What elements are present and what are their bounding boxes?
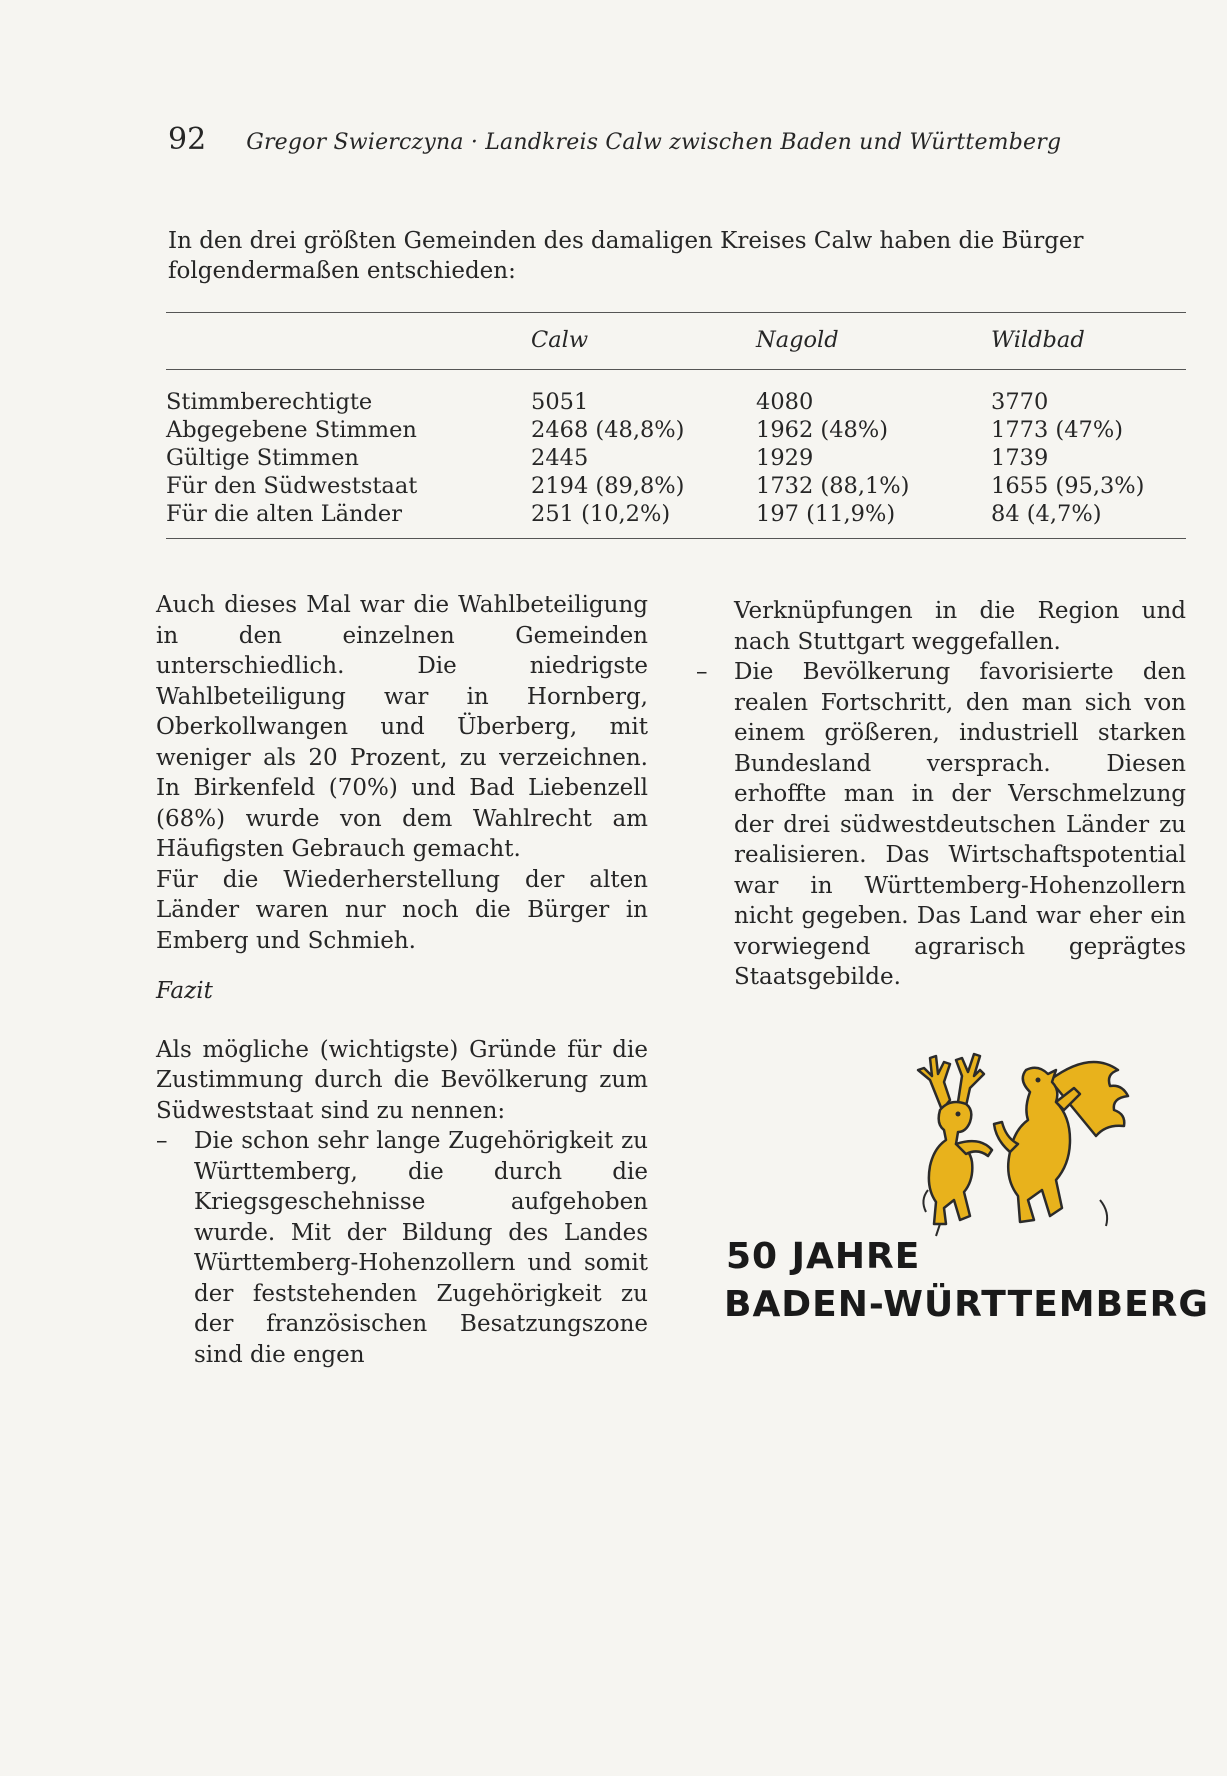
table-row [166, 416, 1186, 444]
right-column [696, 596, 1186, 993]
anniversary-logo [720, 1040, 1209, 1340]
cell-nagold: 1962 (48%) [756, 417, 888, 443]
row-label: Für die alten Länder [166, 501, 403, 527]
row-label: Gültige Stimmen [166, 445, 359, 471]
cell-wildbad: 1739 [991, 445, 1049, 471]
body-paragraph: Auch dieses Mal war die Wahlbeteiligung in den einzelnen Gemeinden unterschiedlich. Die niedrigste Wahlbeteiligung war in Hornberg, Oberkollwangen und Überberg, mit weniger als 20 Prozent, zu verzeichnen. In Birkenfeld (70%) und Bad Liebenzell (68%) wurde von dem Wahlrecht am Häufigsten Gebrauch gemacht. [156, 592, 648, 862]
list-item-text: Die schon sehr lange Zugehörigkeit zu Württemberg, die durch die Kriegsgeschehnisse aufgehoben wurde. Mit der Bildung des Landes Württemberg-Hohenzollern und somit der feststehenden Zugehörigkeit zu der französischen Besatzungszone sind die engen [194, 1128, 648, 1368]
intro-paragraph: In den drei größten Gemeinden des damaligen Kreises Calw haben die Bürger folgendermaßen entschieden: [168, 228, 1084, 284]
header-cell-wildbad: Wildbad [991, 327, 1085, 353]
cell-wildbad: 1773 (47%) [991, 417, 1123, 443]
body-paragraph-continuation: Verknüpfungen in die Region und nach Stuttgart weggefallen. [734, 598, 1186, 655]
dash-bullet: – [696, 659, 708, 685]
table-row [166, 472, 1186, 500]
cell-nagold: 1732 (88,1%) [756, 473, 910, 499]
cell-nagold: 1929 [756, 445, 814, 471]
left-column [156, 590, 648, 1370]
cell-nagold: 4080 [756, 389, 814, 415]
page-number: 92 [168, 122, 207, 157]
row-label: Stimmberechtigte [166, 389, 373, 415]
cell-calw: 2468 (48,8%) [531, 417, 685, 443]
running-title: Gregor Swierczyna · Landkreis Calw zwischen Baden und Württemberg [246, 130, 1062, 155]
table-header-row [166, 313, 1186, 370]
table-row [166, 444, 1186, 472]
header-cell-nagold: Nagold [756, 327, 839, 353]
cell-wildbad: 3770 [991, 389, 1049, 415]
section-heading-fazit: Fazit [156, 978, 213, 1004]
list-item [696, 657, 1186, 993]
dash-bullet: – [156, 1128, 168, 1154]
header-cell-calw: Calw [531, 327, 589, 353]
list-item-text: Die Bevölkerung favorisierte den realen Fortschritt, den man sich von einem größeren, industriell starken Bundesland versprach. Diesen erhoffte man in der Verschmelzung der drei südwestdeutschen Länder zu realisieren. Das Wirtschaftspotential war in Württemberg-Hohenzollern nicht gegeben. Das Land war eher ein vorwiegend agrarisch geprägtes Staatsgebilde. [734, 659, 1186, 990]
row-label: Für den Südweststaat [166, 473, 418, 499]
reasons-list-continued [696, 657, 1186, 993]
cell-wildbad: 84 (4,7%) [991, 501, 1102, 527]
stag-griffin-emblem-icon [900, 1040, 1160, 1240]
reasons-list [156, 1126, 648, 1370]
body-paragraph: Als mögliche (wichtigste) Gründe für die Zustimmung durch die Bevölkerung zum Südweststaat sind zu nennen: [156, 1036, 648, 1124]
logo-text-line2: BADEN-WÜRTTEMBERG [724, 1284, 1209, 1325]
page-header [168, 122, 1061, 157]
table-row [166, 370, 1186, 417]
cell-calw: 5051 [531, 389, 589, 415]
cell-calw: 251 (10,2%) [531, 501, 671, 527]
logo-text-line1: 50 JAHRE [726, 1236, 921, 1277]
cell-calw: 2445 [531, 445, 589, 471]
cell-calw: 2194 (89,8%) [531, 473, 685, 499]
cell-nagold: 197 (11,9%) [756, 501, 896, 527]
list-item [156, 1126, 648, 1370]
table-row [166, 500, 1186, 539]
results-table [166, 312, 1186, 539]
cell-wildbad: 1655 (95,3%) [991, 473, 1145, 499]
row-label: Abgegebene Stimmen [166, 417, 417, 443]
header-cell-label [166, 313, 531, 370]
body-paragraph: Für die Wiederherstellung der alten Länder waren nur noch die Bürger in Emberg und Schmieh. [156, 866, 648, 954]
